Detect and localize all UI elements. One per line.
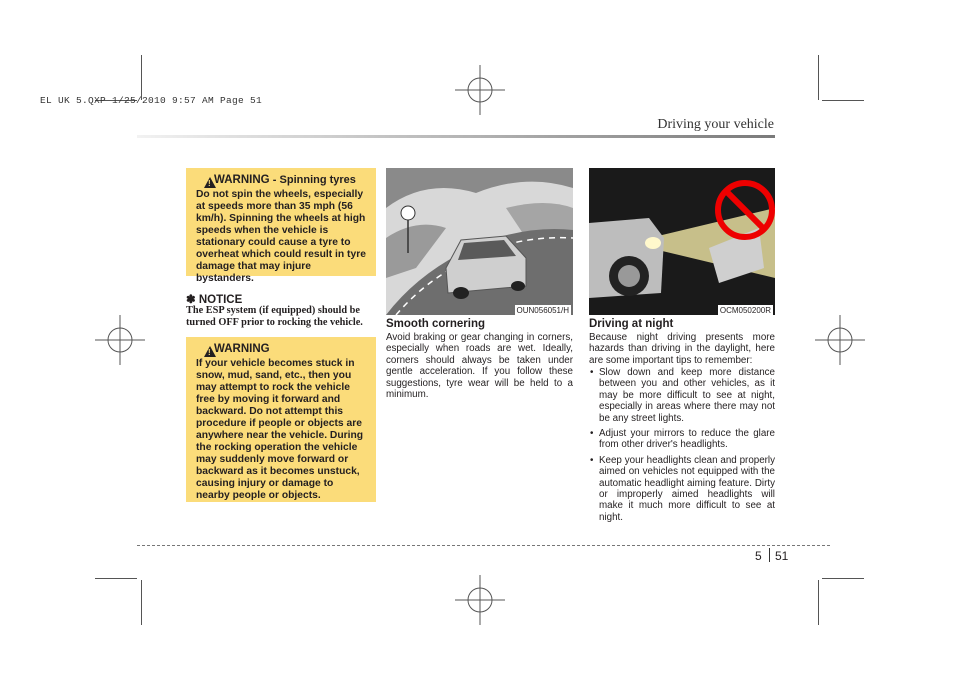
registration-target-icon [455,65,505,115]
warning-title [214,174,366,186]
warning-box-rocking [186,337,376,502]
night-driving-photo [589,168,775,315]
chapter-number: 5 [755,549,762,563]
warning-label: WARNING [214,174,270,186]
night-driving-tips [589,367,775,523]
warning-triangle-icon [204,346,216,357]
crop-mark [141,580,142,625]
headlight-glare-illustration [589,168,775,315]
warning-text: If your vehicle becomes stuck in snow, mud, sand, etc., then you may attempt to rock the vehicle free by moving it forward and backward. Do not attempt this procedure if people or objects are anywhere near the vehicle. During the rocking operation the vehicle may suddenly move forward or backward as it becomes unstuck, causing injury or damage to nearby people or objects. [196,358,364,501]
crop-mark [822,100,864,101]
page-number-separator [769,548,770,562]
warning-triangle-icon [204,177,216,188]
crop-mark [95,578,137,579]
smooth-cornering-text: Avoid braking or gear changing in corners, especially when roads are wet. Ideally, corners should always be taken under gentle acceleration. If you follow these suggestions, tyre wear will be held to a minimum. [386,332,573,401]
section-title: Driving your vehicle [657,117,774,132]
list-item: • Slow down and keep more distance between you and other vehicles, as it may be more difficult to see at night, especially in areas where there may not be any street lights. [589,367,775,424]
warning-text: Do not spin the wheels, especially at speeds more than 35 mph (56 km/h). Spinning the wheels at high speeds when the vehicle is stationary could cause a tyre to overheat which could result in tyre damage that may injure bystanders. [196,189,366,284]
list-item: • Keep your headlights clean and properly aimed on vehicles not equipped with the automatic headlight aiming feature. Dirty or improperly aimed headlights will make it much more difficult to see at night. [589,455,775,523]
list-item: • Adjust your mirrors to reduce the glare from other driver's headlights. [589,428,775,451]
night-driving-title: Driving at night [589,318,674,330]
page-number: 51 [775,549,789,563]
notice-title: ✽ NOTICE [186,294,243,306]
crop-mark [141,55,142,100]
header-divider [137,135,775,138]
registration-target-icon [95,315,145,365]
night-driving-intro: Because night driving presents more hazards than driving in the daylight, here are some important tips to remember: [589,332,775,366]
crop-mark [818,580,819,625]
crop-mark [818,55,819,100]
notice-text: The ESP system (if equipped) should be turned OFF prior to rocking the vehicle. [186,305,363,328]
photo-caption: OCM050200R [719,306,771,315]
registration-target-icon [455,575,505,625]
warning-subtitle: - Spinning tyres [272,174,356,186]
crop-mark [822,578,864,579]
print-slug: EL UK 5.QXP 1/25/2010 9:57 AM Page 51 [40,95,263,106]
warning-box-spinning-tyres [186,168,376,284]
cornering-photo [386,168,573,315]
smooth-cornering-title: Smooth cornering [386,318,486,330]
car-on-curve-illustration [386,168,573,315]
footer-divider [137,545,830,546]
warning-title: WARNING [214,343,270,355]
registration-target-icon [815,315,865,365]
photo-caption: OUN056051/H [516,306,569,315]
